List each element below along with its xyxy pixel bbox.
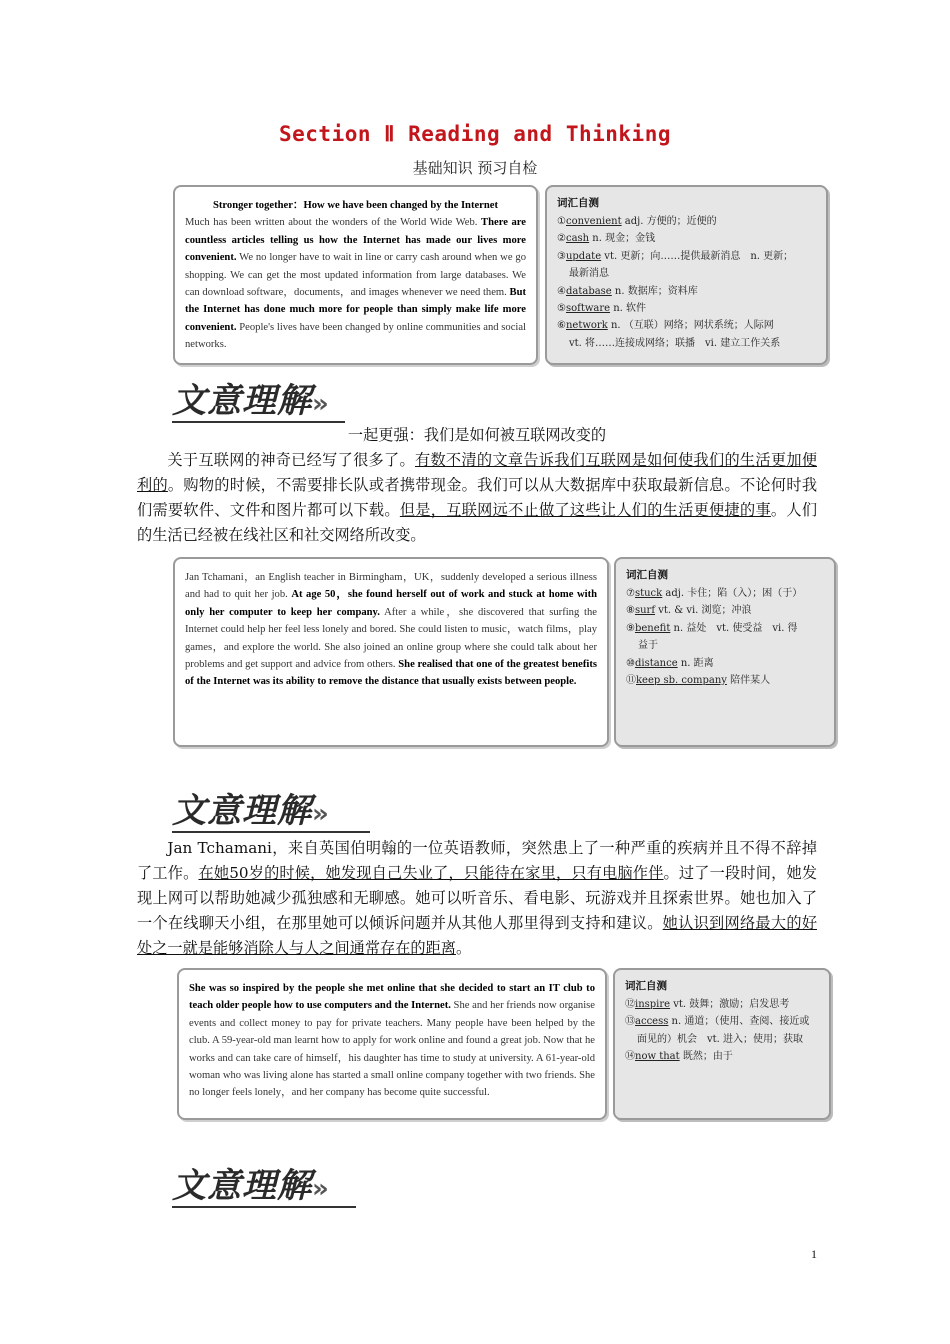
vocab-heading: 词汇自测 — [625, 980, 667, 992]
translation-text: 。人们的生活已经被在线社区和社交网络所改变。 — [137, 501, 818, 544]
passage-box-1 — [173, 185, 538, 365]
vocab-item: ①convenient adj. 方便的；近便的 — [557, 216, 717, 227]
section-subtitle: 基础知识 预习自检 — [412, 159, 538, 177]
translation-title: 一起更强：我们是如何被互联网改变的 — [347, 426, 607, 444]
vocab-item: ⑦stuck adj. 卡住；陷（入）；困（于） — [626, 588, 803, 599]
vocab-item: ⑥network n. （互联）网络；网状系统；人际网 vt. 将……连接成网络；联播 vi. 建立工作关系 — [557, 320, 781, 349]
vocab-heading: 词汇自测 — [557, 197, 599, 209]
key-sentence: At age 50，she found herself out of work and stuck at home with only her computer to keep her company. — [185, 589, 597, 618]
passage-text: After a while，she discovered that surfing the Internet could help her feel less lonely and bored. She could listen to music，watch films，play games，and explore the world. She also joined an online group where she could talk about her problems and get support and advice from others. — [185, 606, 597, 671]
translation-text: Jan Tchamani，来自英国伯明翰的一位英语教师，突然患上了一种严重的疾病并且不得不辞掉了工作。 — [137, 839, 817, 882]
vocab-item: ⑨benefit n. 益处 vt. 使受益 vi. 得 益于 — [626, 622, 798, 652]
underlined-key-translation: 有数不清的文章告诉我们互联网是如何使我们的生活更加便利的 — [137, 451, 818, 494]
double-chevron-icon: » — [312, 389, 329, 419]
passage-box-2 — [173, 557, 609, 747]
vocab-item: ②cash n. 现金；金钱 — [557, 233, 656, 245]
banner-label: 文意理解 — [172, 381, 312, 421]
vocab-item: ⑤software n. 软件 — [557, 303, 647, 315]
section-banner-2 — [172, 783, 329, 831]
vocab-item: ③update vt. 更新；向……提供最新消息 n. 更新； 最新消息 — [557, 250, 794, 280]
translation-text: 关于互联网的神奇已经写了很多了。 — [167, 451, 415, 469]
vocab-heading: 词汇自测 — [626, 569, 668, 581]
translation-paragraph-2 — [137, 836, 817, 961]
passage-box-3 — [177, 968, 607, 1120]
passage-text: Jan Tchamani，an English teacher in Birmingham，UK，suddenly developed a serious illness and had to quit her job. — [185, 572, 597, 601]
translation-text: 。过了一段时间，她发现上网可以帮助她减少孤独感和无聊感。她可以听音乐、看电影、玩游戏并且探索世界。她也加入了一个在线聊天小组，在那里她可以倾诉问题并从其他人那里得到支持和建议。 — [137, 864, 818, 932]
vocab-item: ④database n. 数据库；资料库 — [557, 285, 698, 297]
translation-text: 。购物的时候，不需要排长队或者携带现金。我们可以从大数据库中获取最新信息。不论何时我们需要软件、文件和图片都可以下载。 — [137, 476, 818, 519]
passage-heading: Stronger together：How we have been changed by the Internet — [212, 200, 499, 211]
section-banner-1 — [172, 373, 329, 421]
vocab-box-3 — [613, 968, 831, 1120]
key-sentence: She realised that one of the greatest benefits of the Internet was its ability to remove the distance that usually exists between people. — [185, 659, 597, 688]
vocab-item: ⑬access n. 通道；（使用、查阅、接近或 面见的）机会 vt. 进入；使用；获取 — [625, 1016, 810, 1045]
translation-block-1 — [137, 423, 817, 548]
translation-text: 。 — [455, 939, 472, 957]
banner-label: 文意理解 — [172, 791, 312, 831]
underlined-key-translation: 在她50岁的时候，她发现自己失业了，只能待在家里，只有电脑作伴 — [198, 864, 664, 882]
vocab-box-2 — [614, 557, 836, 747]
passage-text: She and her friends now organise events and collect money to pay for private teachers. Many people have been helped by the club. A 59-year-old man learnt how to apply for work online and found a great job. Now that he works and can take care of himself，his daughter has time to study at university. A 61-year-old woman who was living alone has started a small online company together with two friends. She no longer feels lonely，and her company has become quite successful. — [189, 1000, 596, 1099]
section-banner-3 — [172, 1158, 329, 1206]
underlined-key-translation: 但是，互联网远不止做了这些让人们的生活更便捷的事 — [399, 501, 771, 519]
key-sentence: There are countless articles telling us how the Internet has made our lives more convenient. — [185, 217, 527, 264]
key-sentence: But the Internet has done much more for people than simply make life more convenient. — [185, 287, 526, 333]
vocab-item: ⑪keep sb. company 陪伴某人 — [626, 675, 771, 687]
passage-text: We no longer have to wait in line or carry cash around when we go shopping. We can get the most updated information from large databases. We can download software，documents，and images whenever we need them. — [185, 252, 526, 299]
passage-text: People's lives have been changed by online communities and social networks. — [185, 321, 526, 351]
double-chevron-icon: » — [312, 1174, 329, 1204]
translation-block-2 — [137, 836, 817, 961]
vocab-item: ⑭now that 既然；由于 — [625, 1051, 733, 1063]
banner-label: 文意理解 — [172, 1166, 312, 1206]
vocab-box-1 — [545, 185, 828, 365]
page-number: 1 — [811, 1247, 817, 1261]
vocab-item: ⑩distance n. 距离 — [626, 657, 714, 669]
vocab-item: ⑧surf vt. & vi. 浏览；冲浪 — [626, 605, 752, 617]
translation-paragraph-1 — [137, 448, 817, 548]
key-sentence: She was so inspired by the people she met online that she decided to start an IT club to teach older people how to use computers and the Internet. — [189, 983, 595, 1012]
section-title: Section Ⅱ Reading and Thinking — [279, 122, 671, 146]
double-chevron-icon: » — [312, 799, 329, 829]
passage-text: Much has been written about the wonders of the World Wide Web. — [185, 217, 482, 229]
underlined-key-translation: 她认识到网络最大的好处之一就是能够消除人与人之间通常存在的距离 — [137, 914, 818, 957]
vocab-item: ⑫inspire vt. 鼓舞；激励；启发思考 — [625, 999, 790, 1010]
